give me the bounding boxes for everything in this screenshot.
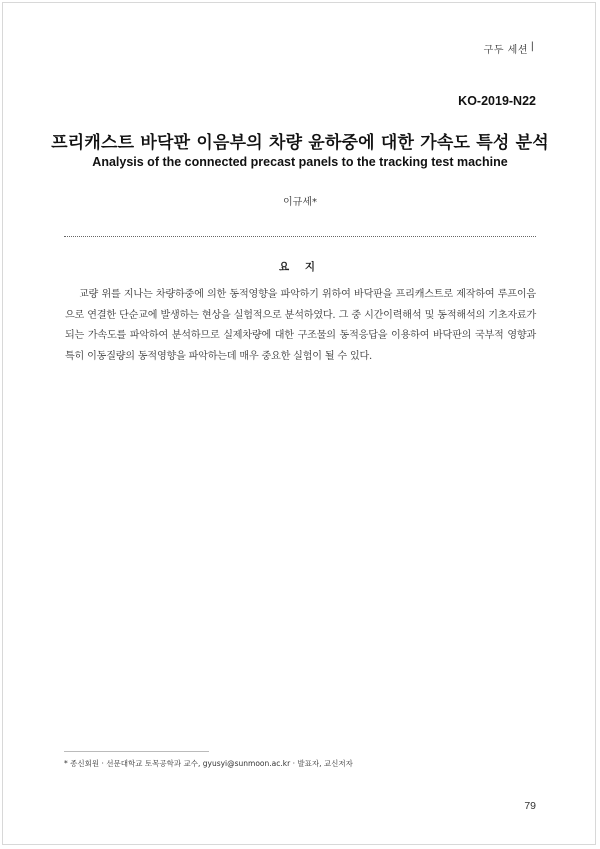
- author: 이규세*: [283, 197, 317, 208]
- session-label: 구두 세션: [483, 45, 528, 56]
- abstract-heading: 요 지: [279, 261, 321, 273]
- footnote-rule: [64, 751, 209, 752]
- abstract-body: 교량 위를 지나는 차량하중에 의한 동적영향을 파악하기 위하여 바닥판을 프리캐스트로 제작하여 루프이음으로 연결한 단순교에 발생하는 현상을 실험적으로 분석하였다. 그 중 시간이력해석 및 동적해석의 기초자료가 되는 가속도를 파악하여 분석하므로 실제차량에 대한 구조물의 동적응답을 이용하여 바닥판의 국부적 영향과 특히 이동질량의 동적영향을 파악하는데 매우 중요한 실험이 될 수 있다.: [65, 289, 536, 362]
- page-number: 79: [524, 800, 536, 812]
- divider: [64, 236, 536, 237]
- footnote: * 종신회원 · 선문대학교 토목공학과 교수, gyusyi@sunmoon.ac.kr · 발표자, 교신저자: [64, 759, 353, 768]
- title-english: Analysis of the connected precast panels to the tracking test machine: [92, 155, 508, 169]
- paper-code: KO-2019-N22: [458, 94, 536, 108]
- title-korean: 프리캐스트 바닥판 이음부의 차량 윤하중에 대한 가속도 특성 분석: [51, 133, 549, 153]
- session-separator: |: [530, 41, 534, 52]
